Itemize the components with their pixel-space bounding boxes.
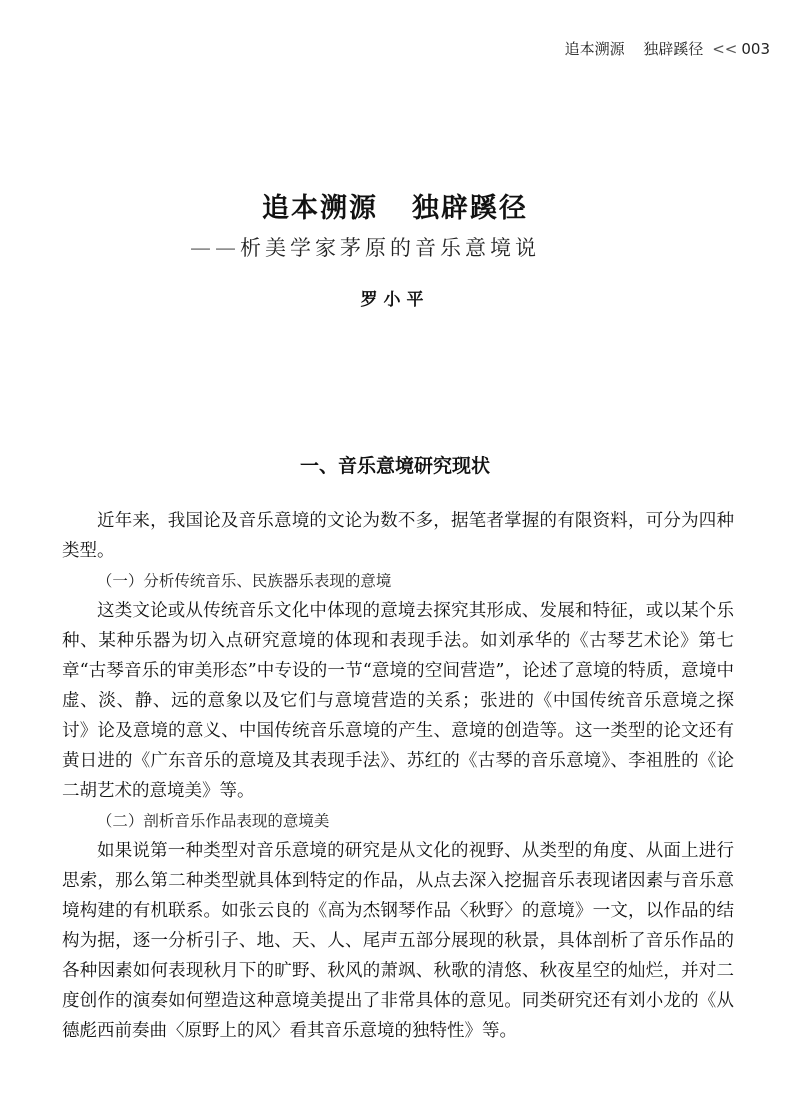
paragraph-type-2: 如果说第一种类型对音乐意境的研究是从文化的视野、从类型的角度、从面上进行思索，那么第二种类型就具体到特定的作品，从点去深入挖掘音乐表现诸因素与音乐意境构建的有机联系。如张云良的《高为杰钢琴作品〈秋野〉的意境》一文，以作品的结构为据，逐一分析引子、地、天、人、尾声五部分展现的秋景，具体剖析了音乐作品的各种因素如何表现秋月下的旷野、秋风的萧飒、秋歌的清悠、秋夜星空的灿烂，并对二度创作的演奏如何塑造这种意境美提出了非常具体的意见。同类研究还有刘小龙的《从德彪西前奏曲〈原野上的风〉看其音乐意境的独特性》等。 <box>62 841 734 1041</box>
running-head-title-right: 独辟蹊径 <box>643 40 704 58</box>
article-title-part1: 追本溯源 <box>262 193 378 224</box>
article-title-part2: 独辟蹊径 <box>412 193 528 224</box>
subheading-2: （二）剖析音乐作品表现的意境美 <box>96 812 330 830</box>
article-title <box>0 186 790 225</box>
paragraph-intro: 近年来，我国论及音乐意境的文论为数不多，据笔者掌握的有限资料，可分为四种类型。 <box>62 511 734 561</box>
running-head-separator: << <box>712 40 738 58</box>
article-author: 罗小平 <box>360 290 430 310</box>
running-head-title-left: 追本溯源 <box>564 40 625 58</box>
paragraph-type-1: 这类文论或从传统音乐文化中体现的意境去探究其形成、发展和特征，或以某个乐种、某种乐器为切入点研究意境的体现和表现手法。如刘承华的《古琴艺术论》第七章“古琴音乐的审美形态”中专设的一节“意境的空间营造”，论述了意境的特质，意境中虚、淡、静、远的意象以及它们与意境营造的关系；张进的《中国传统音乐意境之探讨》论及意境的意义、中国传统音乐意境的产生、意境的创造等。这一类型的论文还有黄日进的《广东音乐的意境及其表现手法》、苏红的《古琴的音乐意境》、李祖胜的《论二胡艺术的意境美》等。 <box>62 601 734 801</box>
article-subtitle: ——析美学家茅原的音乐意境说 <box>190 236 540 260</box>
running-head <box>565 38 770 59</box>
subheading-1: （一）分析传统音乐、民族器乐表现的意境 <box>96 572 392 590</box>
body-text <box>62 506 734 1046</box>
page-number: 003 <box>741 40 770 58</box>
section-heading: 一、音乐意境研究现状 <box>299 455 490 477</box>
